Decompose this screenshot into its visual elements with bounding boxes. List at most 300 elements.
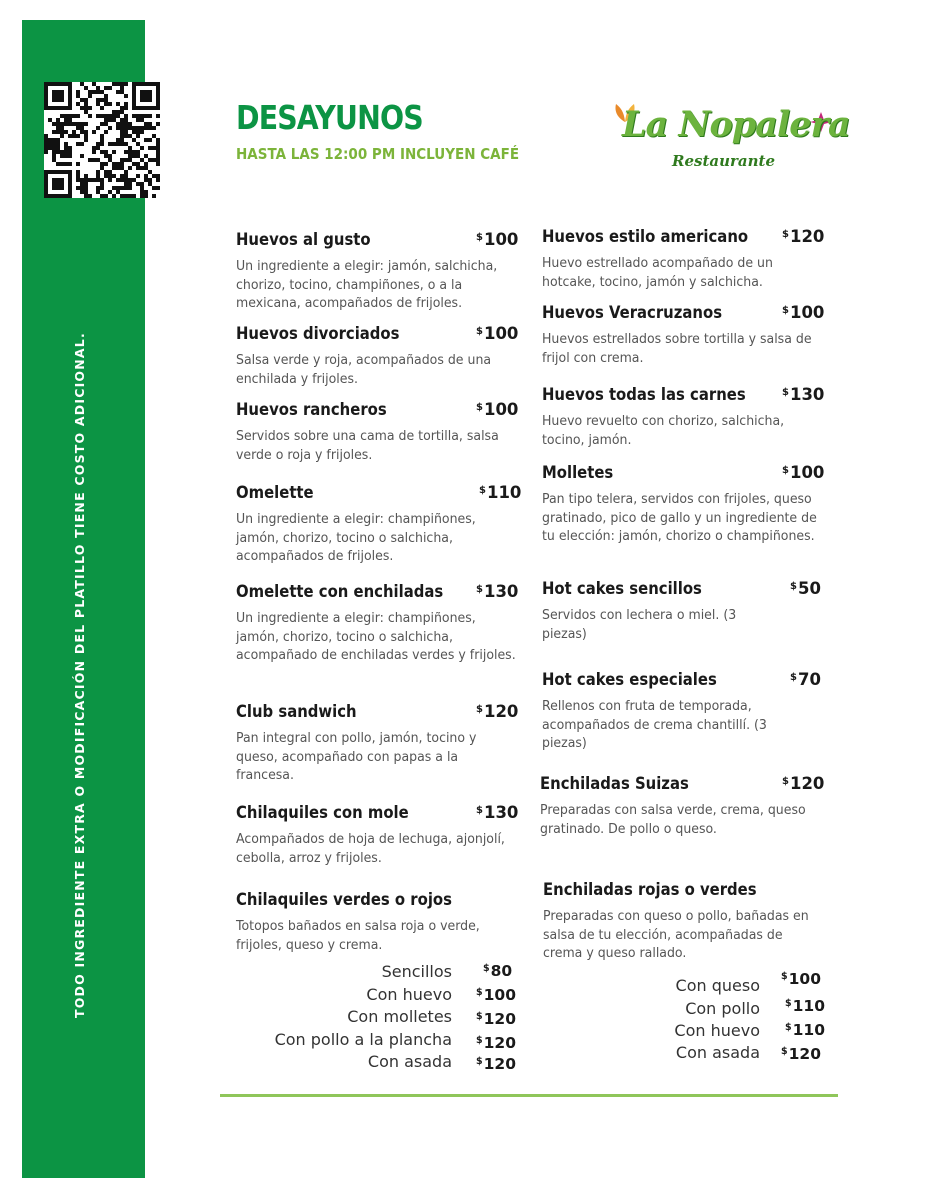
qr-module — [148, 94, 152, 98]
extra-ingredient-note: TODO INGREDIENTE EXTRA O MODIFICACIÓN DEL PLATILLO TIENE COSTO ADICIONAL. — [72, 332, 87, 1018]
qr-module — [44, 150, 48, 154]
menu-item — [542, 463, 824, 547]
qr-module — [132, 94, 136, 98]
qr-module — [140, 114, 144, 118]
qr-module — [132, 138, 136, 142]
item-price: $100 — [782, 303, 825, 322]
qr-module — [124, 182, 128, 186]
qr-module — [48, 194, 52, 198]
qr-module — [156, 174, 160, 178]
qr-module — [48, 142, 52, 146]
qr-module — [132, 154, 136, 158]
qr-module — [140, 98, 144, 102]
qr-module — [116, 102, 120, 106]
qr-module — [124, 174, 128, 178]
item-name: Club sandwich — [236, 702, 357, 721]
qr-module — [96, 186, 100, 190]
menu-item — [236, 230, 518, 314]
option-label: Con huevo — [674, 1021, 760, 1040]
qr-module — [60, 150, 64, 154]
qr-module — [116, 162, 120, 166]
qr-module — [124, 126, 128, 130]
qr-module — [72, 122, 76, 126]
qr-module — [116, 82, 120, 86]
qr-code-image — [44, 82, 160, 198]
item-name: Hot cakes especiales — [542, 670, 717, 689]
qr-module — [156, 150, 160, 154]
item-name: Huevos divorciados — [236, 324, 400, 343]
item-description: Un ingrediente a elegir: champiñones, jamón, chorizo, tocino o salchicha, acompañados de frijoles. — [236, 512, 476, 564]
qr-module — [104, 170, 108, 174]
qr-module — [60, 134, 64, 138]
qr-module — [120, 194, 124, 198]
item-price: $100 — [476, 324, 519, 343]
qr-module — [132, 130, 136, 134]
qr-module — [80, 190, 84, 194]
qr-module — [56, 94, 60, 98]
qr-module — [128, 154, 132, 158]
qr-module — [60, 106, 64, 110]
qr-module — [120, 166, 124, 170]
qr-module — [128, 158, 132, 162]
menu-item — [236, 702, 518, 786]
qr-module — [56, 82, 60, 86]
qr-module — [56, 138, 60, 142]
qr-module — [144, 126, 148, 130]
qr-module — [44, 182, 48, 186]
qr-module — [56, 126, 60, 130]
qr-module — [68, 114, 72, 118]
qr-module — [128, 134, 132, 138]
qr-module — [152, 106, 156, 110]
qr-module — [48, 170, 52, 174]
qr-module — [80, 122, 84, 126]
item-description: Salsa verde y roja, acompañados de una enchilada y frijoles. — [236, 353, 492, 387]
qr-module — [144, 190, 148, 194]
item-price: $120 — [782, 227, 825, 246]
qr-module — [104, 162, 108, 166]
qr-module — [68, 82, 72, 86]
qr-module — [68, 162, 72, 166]
qr-module — [120, 90, 124, 94]
qr-module — [96, 142, 100, 146]
qr-module — [60, 114, 64, 118]
qr-module — [60, 170, 64, 174]
qr-module — [108, 154, 112, 158]
qr-module — [116, 186, 120, 190]
qr-module — [144, 122, 148, 126]
qr-module — [104, 130, 108, 134]
qr-module — [132, 162, 136, 166]
qr-module — [124, 186, 128, 190]
qr-module — [56, 118, 60, 122]
logo-name: La Nopalera — [622, 104, 850, 145]
qr-module — [56, 142, 60, 146]
qr-module — [60, 98, 64, 102]
qr-module — [92, 130, 96, 134]
qr-module — [156, 142, 160, 146]
qr-module — [68, 154, 72, 158]
qr-module — [92, 146, 96, 150]
qr-module — [56, 146, 60, 150]
qr-module — [52, 186, 56, 190]
qr-module — [140, 90, 144, 94]
qr-module — [140, 182, 144, 186]
qr-module — [100, 134, 104, 138]
qr-module — [148, 114, 152, 118]
qr-module — [124, 106, 128, 110]
qr-module — [44, 86, 48, 90]
qr-module — [64, 130, 68, 134]
item-name: Huevos todas las carnes — [542, 385, 746, 404]
qr-module — [156, 90, 160, 94]
qr-module — [52, 142, 56, 146]
qr-module — [44, 142, 48, 146]
qr-module — [52, 194, 56, 198]
qr-module — [92, 90, 96, 94]
qr-module — [116, 110, 120, 114]
qr-module — [100, 186, 104, 190]
qr-module — [104, 114, 108, 118]
qr-module — [128, 182, 132, 186]
qr-module — [120, 130, 124, 134]
qr-module — [60, 94, 64, 98]
qr-module — [156, 154, 160, 158]
qr-module — [44, 82, 48, 86]
qr-module — [60, 194, 64, 198]
qr-module — [152, 174, 156, 178]
qr-module — [92, 150, 96, 154]
qr-module — [152, 194, 156, 198]
qr-module — [52, 122, 56, 126]
item-price: $110 — [479, 483, 522, 502]
qr-module — [44, 190, 48, 194]
option-price: $120 — [781, 1045, 821, 1063]
qr-module — [88, 114, 92, 118]
qr-module — [148, 182, 152, 186]
option-label: Sencillos — [381, 962, 452, 981]
item-price: $130 — [476, 803, 519, 822]
item-price: $120 — [476, 702, 519, 721]
qr-module — [124, 94, 128, 98]
qr-module — [52, 106, 56, 110]
qr-module — [64, 146, 68, 150]
qr-module — [128, 166, 132, 170]
qr-module — [76, 186, 80, 190]
qr-module — [140, 158, 144, 162]
qr-module — [104, 98, 108, 102]
item-price: $120 — [782, 774, 825, 793]
qr-module — [60, 186, 64, 190]
qr-module — [132, 178, 136, 182]
qr-code[interactable] — [44, 82, 160, 198]
qr-module — [156, 178, 160, 182]
qr-module — [104, 102, 108, 106]
qr-module — [148, 146, 152, 150]
qr-module — [132, 126, 136, 130]
qr-module — [116, 166, 120, 170]
qr-module — [104, 150, 108, 154]
qr-module — [52, 98, 56, 102]
qr-module — [56, 130, 60, 134]
qr-module — [76, 122, 80, 126]
qr-module — [136, 82, 140, 86]
qr-module — [56, 106, 60, 110]
qr-module — [144, 166, 148, 170]
qr-module — [64, 82, 68, 86]
qr-module — [156, 162, 160, 166]
qr-module — [60, 126, 64, 130]
qr-module — [144, 194, 148, 198]
qr-module — [112, 118, 116, 122]
qr-module — [120, 142, 124, 146]
qr-module — [56, 178, 60, 182]
qr-module — [64, 194, 68, 198]
qr-module — [136, 130, 140, 134]
qr-module — [80, 98, 84, 102]
qr-module — [136, 114, 140, 118]
qr-module — [60, 122, 64, 126]
qr-module — [100, 182, 104, 186]
qr-module — [152, 158, 156, 162]
qr-module — [140, 190, 144, 194]
qr-module — [92, 178, 96, 182]
qr-module — [124, 170, 128, 174]
qr-module — [48, 106, 52, 110]
qr-module — [156, 114, 160, 118]
menu-item — [236, 803, 518, 868]
qr-module — [120, 126, 124, 130]
qr-module — [112, 166, 116, 170]
option-label: Con pollo a la plancha — [274, 1030, 452, 1049]
qr-module — [108, 158, 112, 162]
qr-module — [156, 98, 160, 102]
item-description: Huevo revuelto con chorizo, salchicha, tocino, jamón. — [542, 414, 785, 448]
qr-module — [100, 138, 104, 142]
qr-module — [144, 162, 148, 166]
qr-module — [124, 194, 128, 198]
qr-module — [76, 174, 80, 178]
logo-subtitle: Restaurante — [672, 152, 776, 170]
qr-module — [116, 142, 120, 146]
qr-module — [96, 190, 100, 194]
qr-module — [124, 122, 128, 126]
qr-module — [56, 122, 60, 126]
qr-module — [120, 86, 124, 90]
qr-module — [116, 126, 120, 130]
item-price: $100 — [476, 400, 519, 419]
qr-module — [84, 190, 88, 194]
qr-module — [104, 122, 108, 126]
qr-module — [76, 142, 80, 146]
item-description: Rellenos con fruta de temporada, acompañados de crema chantillí. (3 piezas) — [542, 699, 767, 751]
qr-module — [44, 178, 48, 182]
qr-module — [140, 126, 144, 130]
option-price: $100 — [781, 970, 821, 988]
qr-module — [140, 130, 144, 134]
qr-module — [64, 122, 68, 126]
qr-module — [128, 194, 132, 198]
qr-module — [140, 94, 144, 98]
qr-module — [140, 166, 144, 170]
qr-module — [100, 90, 104, 94]
qr-module — [136, 174, 140, 178]
qr-module — [84, 186, 88, 190]
qr-module — [120, 118, 124, 122]
qr-module — [68, 86, 72, 90]
item-description: Preparadas con salsa verde, crema, queso gratinado. De pollo o queso. — [540, 803, 806, 837]
qr-module — [44, 138, 48, 142]
qr-module — [56, 186, 60, 190]
item-name: Enchiladas Suizas — [540, 774, 689, 793]
qr-module — [108, 190, 112, 194]
qr-module — [120, 174, 124, 178]
qr-module — [128, 186, 132, 190]
qr-module — [84, 110, 88, 114]
item-description: Servidos sobre una cama de tortilla, salsa verde o roja y frijoles. — [236, 429, 499, 463]
qr-module — [128, 122, 132, 126]
menu-item — [542, 303, 824, 368]
qr-module — [84, 106, 88, 110]
qr-module — [44, 98, 48, 102]
qr-module — [84, 134, 88, 138]
item-price: $130 — [476, 582, 519, 601]
qr-module — [148, 82, 152, 86]
menu-item — [236, 483, 522, 567]
qr-module — [68, 174, 72, 178]
option-label: Con asada — [675, 1043, 760, 1062]
qr-module — [132, 114, 136, 118]
qr-module — [152, 82, 156, 86]
qr-module — [120, 110, 124, 114]
qr-module — [112, 82, 116, 86]
qr-module — [104, 154, 108, 158]
qr-module — [52, 182, 56, 186]
qr-module — [132, 98, 136, 102]
qr-module — [112, 110, 116, 114]
qr-module — [148, 138, 152, 142]
qr-module — [148, 158, 152, 162]
qr-module — [68, 122, 72, 126]
qr-module — [156, 158, 160, 162]
qr-module — [144, 94, 148, 98]
qr-module — [148, 126, 152, 130]
qr-module — [108, 126, 112, 130]
qr-module — [144, 154, 148, 158]
qr-module — [96, 158, 100, 162]
item-description: Pan tipo telera, servidos con frijoles, queso gratinado, pico de gallo y un ingrediente de tu elección: jamón, chorizo o champiñones. — [542, 492, 817, 544]
qr-module — [108, 102, 112, 106]
qr-module — [80, 154, 84, 158]
qr-module — [140, 186, 144, 190]
option-price: $110 — [785, 1021, 825, 1039]
restaurant-logo — [612, 100, 850, 178]
qr-module — [52, 82, 56, 86]
qr-module — [96, 86, 100, 90]
qr-module — [52, 178, 56, 182]
item-description: Preparadas con queso o pollo, bañadas en salsa de tu elección, acompañadas de crema y queso rallado. — [543, 909, 809, 961]
qr-module — [64, 142, 68, 146]
qr-module — [68, 194, 72, 198]
qr-module — [96, 126, 100, 130]
qr-module — [88, 178, 92, 182]
qr-module — [68, 178, 72, 182]
qr-module — [112, 174, 116, 178]
qr-module — [44, 102, 48, 106]
qr-module — [80, 182, 84, 186]
qr-module — [116, 114, 120, 118]
qr-module — [88, 158, 92, 162]
qr-module — [132, 150, 136, 154]
qr-module — [88, 94, 92, 98]
qr-module — [72, 114, 76, 118]
qr-module — [100, 114, 104, 118]
qr-module — [124, 150, 128, 154]
qr-module — [76, 94, 80, 98]
qr-module — [108, 114, 112, 118]
qr-module — [128, 126, 132, 130]
qr-module — [44, 194, 48, 198]
qr-module — [120, 134, 124, 138]
option-price: $120 — [476, 1010, 516, 1028]
qr-module — [148, 178, 152, 182]
page-subtitle: HASTA LAS 12:00 PM INCLUYEN CAFÉ — [236, 145, 520, 163]
page-title: DESAYUNOS — [236, 98, 423, 137]
qr-module — [144, 98, 148, 102]
item-price: $50 — [790, 579, 821, 598]
qr-module — [44, 134, 48, 138]
qr-module — [80, 82, 84, 86]
qr-module — [44, 90, 48, 94]
qr-module — [84, 130, 88, 134]
qr-module — [156, 102, 160, 106]
qr-module — [44, 170, 48, 174]
qr-module — [60, 162, 64, 166]
qr-module — [120, 162, 124, 166]
qr-module — [120, 106, 124, 110]
qr-module — [152, 146, 156, 150]
qr-module — [52, 150, 56, 154]
qr-module — [72, 134, 76, 138]
qr-module — [156, 106, 160, 110]
item-description: Huevos estrellados sobre tortilla y salsa de frijol con crema. — [542, 332, 812, 366]
item-description: Un ingrediente a elegir: jamón, salchicha, chorizo, tocino, champiñones, o a la mexicana, acompañados de frijoles. — [236, 259, 498, 311]
qr-module — [132, 102, 136, 106]
qr-module — [124, 158, 128, 162]
qr-module — [48, 146, 52, 150]
qr-module — [68, 90, 72, 94]
qr-module — [120, 186, 124, 190]
qr-module — [128, 150, 132, 154]
qr-module — [84, 138, 88, 142]
menu-item — [236, 890, 518, 955]
qr-module — [136, 106, 140, 110]
qr-module — [124, 142, 128, 146]
qr-module — [108, 178, 112, 182]
qr-module — [84, 194, 88, 198]
qr-module — [56, 90, 60, 94]
qr-module — [52, 146, 56, 150]
qr-module — [96, 98, 100, 102]
qr-module — [108, 174, 112, 178]
option-price: $120 — [476, 1055, 516, 1073]
qr-module — [68, 170, 72, 174]
qr-module — [152, 186, 156, 190]
qr-module — [128, 146, 132, 150]
qr-module — [48, 82, 52, 86]
qr-module — [96, 114, 100, 118]
qr-module — [112, 194, 116, 198]
